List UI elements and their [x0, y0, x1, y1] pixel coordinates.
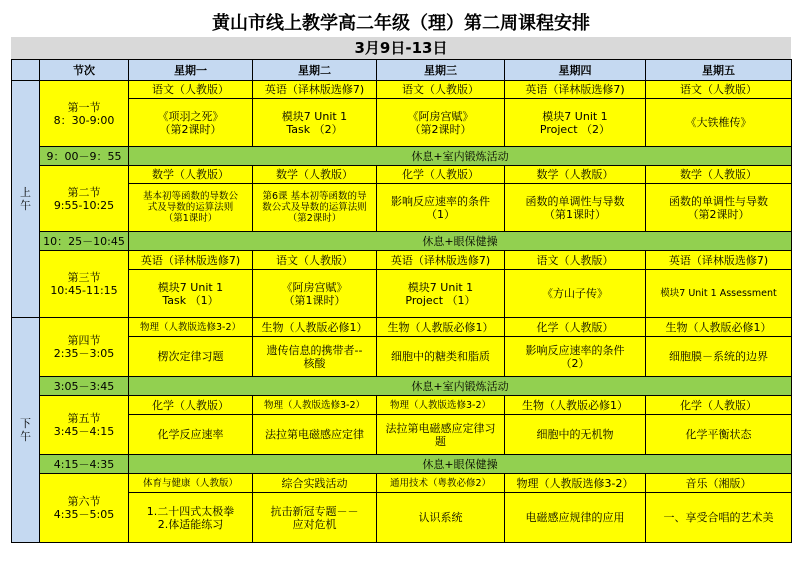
content-cell: 楞次定律习题	[129, 337, 253, 377]
subject-cell: 英语（译林版选修7)	[129, 251, 253, 270]
period-1-label	[40, 81, 129, 147]
subject-cell: 化学（人教版）	[646, 396, 792, 415]
header-monday: 星期一	[129, 60, 253, 81]
period-1-content-row	[12, 99, 792, 147]
subject-cell: 语文（人教版）	[377, 81, 505, 99]
period-2-subject-row	[12, 166, 792, 184]
subject-cell: 体育与健康（人教版）	[129, 474, 253, 493]
content-cell: 化学反应速率	[129, 415, 253, 455]
period-5-content-row	[12, 415, 792, 455]
period-time: 3:45－4:15	[53, 425, 115, 438]
period-6-content-row	[12, 493, 792, 543]
content-cell: 《方山子传》	[505, 270, 646, 318]
subject-cell: 数学（人教版）	[129, 166, 253, 184]
period-name: 第六节	[67, 495, 101, 508]
period-name: 第五节	[67, 412, 101, 425]
schedule-date-range: 3月9日-13日	[11, 37, 791, 59]
period-name: 第一节	[67, 100, 101, 114]
content-cell: 细胞中的糖类和脂质	[377, 337, 505, 377]
period-5-subject-row	[12, 396, 792, 415]
period-1-subject-row	[12, 81, 792, 99]
corner-cell	[12, 60, 40, 81]
break-time: 4:15－4:35	[40, 455, 129, 474]
content-cell: 模块7 Unit 1 Task （1）	[129, 270, 253, 318]
content-cell: 《阿房宫赋》 （第1课时）	[253, 270, 377, 318]
header-thursday: 星期四	[505, 60, 646, 81]
content-cell: 细胞中的无机物	[505, 415, 646, 455]
subject-cell: 综合实践活动	[253, 474, 377, 493]
content-cell: 遗传信息的携带者-- 核酸	[253, 337, 377, 377]
break-label: 休息+室内锻炼活动	[129, 377, 792, 396]
break-row-4	[12, 455, 792, 474]
break-label: 休息+室内锻炼活动	[129, 147, 792, 166]
content-cell: 电磁感应规律的应用	[505, 493, 646, 543]
content-cell: 抗击新冠专题－－ 应对危机	[253, 493, 377, 543]
content-cell: 函数的单调性与导数 （第1课时）	[505, 184, 646, 232]
period-name: 第二节	[67, 185, 101, 199]
period-2-label	[40, 166, 129, 232]
subject-cell: 音乐（湘版）	[646, 474, 792, 493]
am-label-cell	[12, 81, 40, 318]
period-time: 8：30-9:00	[53, 113, 115, 127]
period-name: 第四节	[67, 334, 101, 347]
break-row-3	[12, 377, 792, 396]
content-cell: 1.二十四式太极拳 2.体适能练习	[129, 493, 253, 543]
subject-cell: 生物（人教版必修1）	[377, 318, 505, 337]
subject-cell: 语文（人教版）	[253, 251, 377, 270]
subject-cell: 数学（人教版）	[505, 166, 646, 184]
subject-cell: 化学（人教版）	[505, 318, 646, 337]
content-cell: 模块7 Unit 1 Task （2）	[253, 99, 377, 147]
period-4-content-row	[12, 337, 792, 377]
break-time: 3:05－3:45	[40, 377, 129, 396]
subject-cell: 物理（人教版选修3-2）	[505, 474, 646, 493]
schedule-title: 黄山市线上教学高二年级（理）第二周课程安排	[212, 13, 590, 34]
period-time: 9:55-10:25	[53, 198, 115, 212]
break-row-1	[12, 147, 792, 166]
pm-label: 下午	[20, 417, 31, 443]
schedule-table	[11, 59, 792, 543]
pm-label-cell	[12, 318, 40, 543]
period-2-content-row	[12, 184, 792, 232]
content-cell: 函数的单调性与导数 （第2课时）	[646, 184, 792, 232]
header-period: 节次	[40, 60, 129, 81]
break-label: 休息+眼保健操	[129, 232, 792, 251]
content-cell: 法拉第电磁感应定律习 题	[377, 415, 505, 455]
content-cell: 基本初等函数的导数公 式及导数的运算法则 （第1课时）	[129, 184, 253, 232]
break-time: 9：00－9：55	[40, 147, 129, 166]
period-3-label	[40, 251, 129, 318]
subject-cell: 化学（人教版）	[129, 396, 253, 415]
content-cell: 法拉第电磁感应定律	[253, 415, 377, 455]
content-cell: 化学平衡状态	[646, 415, 792, 455]
subject-cell: 物理（人教版选修3-2）	[253, 396, 377, 415]
subject-cell: 语文（人教版）	[129, 81, 253, 99]
subject-cell: 生物（人教版必修1）	[646, 318, 792, 337]
content-cell: 影响反应速率的条件 （1）	[377, 184, 505, 232]
subject-cell: 生物（人教版必修1）	[253, 318, 377, 337]
subject-cell: 生物（人教版必修1）	[505, 396, 646, 415]
header-wednesday: 星期三	[377, 60, 505, 81]
break-row-2	[12, 232, 792, 251]
content-cell: 认识系统	[377, 493, 505, 543]
content-cell: 《大铁椎传》	[646, 99, 792, 147]
break-time: 10：25－10:45	[40, 232, 129, 251]
subject-cell: 英语（译林版选修7)	[646, 251, 792, 270]
period-time: 10:45-11:15	[50, 284, 118, 297]
period-3-content-row	[12, 270, 792, 318]
subject-cell: 化学（人教版）	[377, 166, 505, 184]
period-name: 第三节	[67, 271, 101, 284]
content-cell: 第6课 基本初等函数的导 数公式及导数的运算法则 （第2课时）	[253, 184, 377, 232]
period-4-label	[40, 318, 129, 377]
header-tuesday: 星期二	[253, 60, 377, 81]
subject-cell: 数学（人教版）	[253, 166, 377, 184]
period-time: 2:35－3:05	[53, 347, 115, 360]
subject-cell: 物理（人教版选修3-2）	[129, 318, 253, 337]
subject-cell: 数学（人教版）	[646, 166, 792, 184]
subject-cell: 英语（译林版选修7)	[505, 81, 646, 99]
period-5-label	[40, 396, 129, 455]
content-cell: 一、享受合唱的艺术美	[646, 493, 792, 543]
period-time: 4:35－5:05	[53, 508, 115, 521]
content-cell: 细胞膜－系统的边界	[646, 337, 792, 377]
content-cell: 模块7 Unit 1 Project （2）	[505, 99, 646, 147]
subject-cell: 语文（人教版）	[646, 81, 792, 99]
period-4-subject-row	[12, 318, 792, 337]
header-row	[12, 60, 792, 81]
content-cell: 模块7 Unit 1 Project （1）	[377, 270, 505, 318]
am-label: 上午	[20, 186, 31, 212]
period-6-label	[40, 474, 129, 543]
subject-cell: 英语（译林版选修7)	[377, 251, 505, 270]
subject-cell: 语文（人教版）	[505, 251, 646, 270]
break-label: 休息+眼保健操	[129, 455, 792, 474]
period-3-subject-row	[12, 251, 792, 270]
content-cell: 《阿房宫赋》 （第2课时）	[377, 99, 505, 147]
header-friday: 星期五	[646, 60, 792, 81]
content-cell: 模块7 Unit 1 Assessment	[646, 270, 792, 318]
period-6-subject-row	[12, 474, 792, 493]
subject-cell: 物理（人教版选修3-2）	[377, 396, 505, 415]
subject-cell: 英语（译林版选修7)	[253, 81, 377, 99]
subject-cell: 通用技术（粤教必修2）	[377, 474, 505, 493]
content-cell: 影响反应速率的条件 （2）	[505, 337, 646, 377]
content-cell: 《项羽之死》 （第2课时）	[129, 99, 253, 147]
